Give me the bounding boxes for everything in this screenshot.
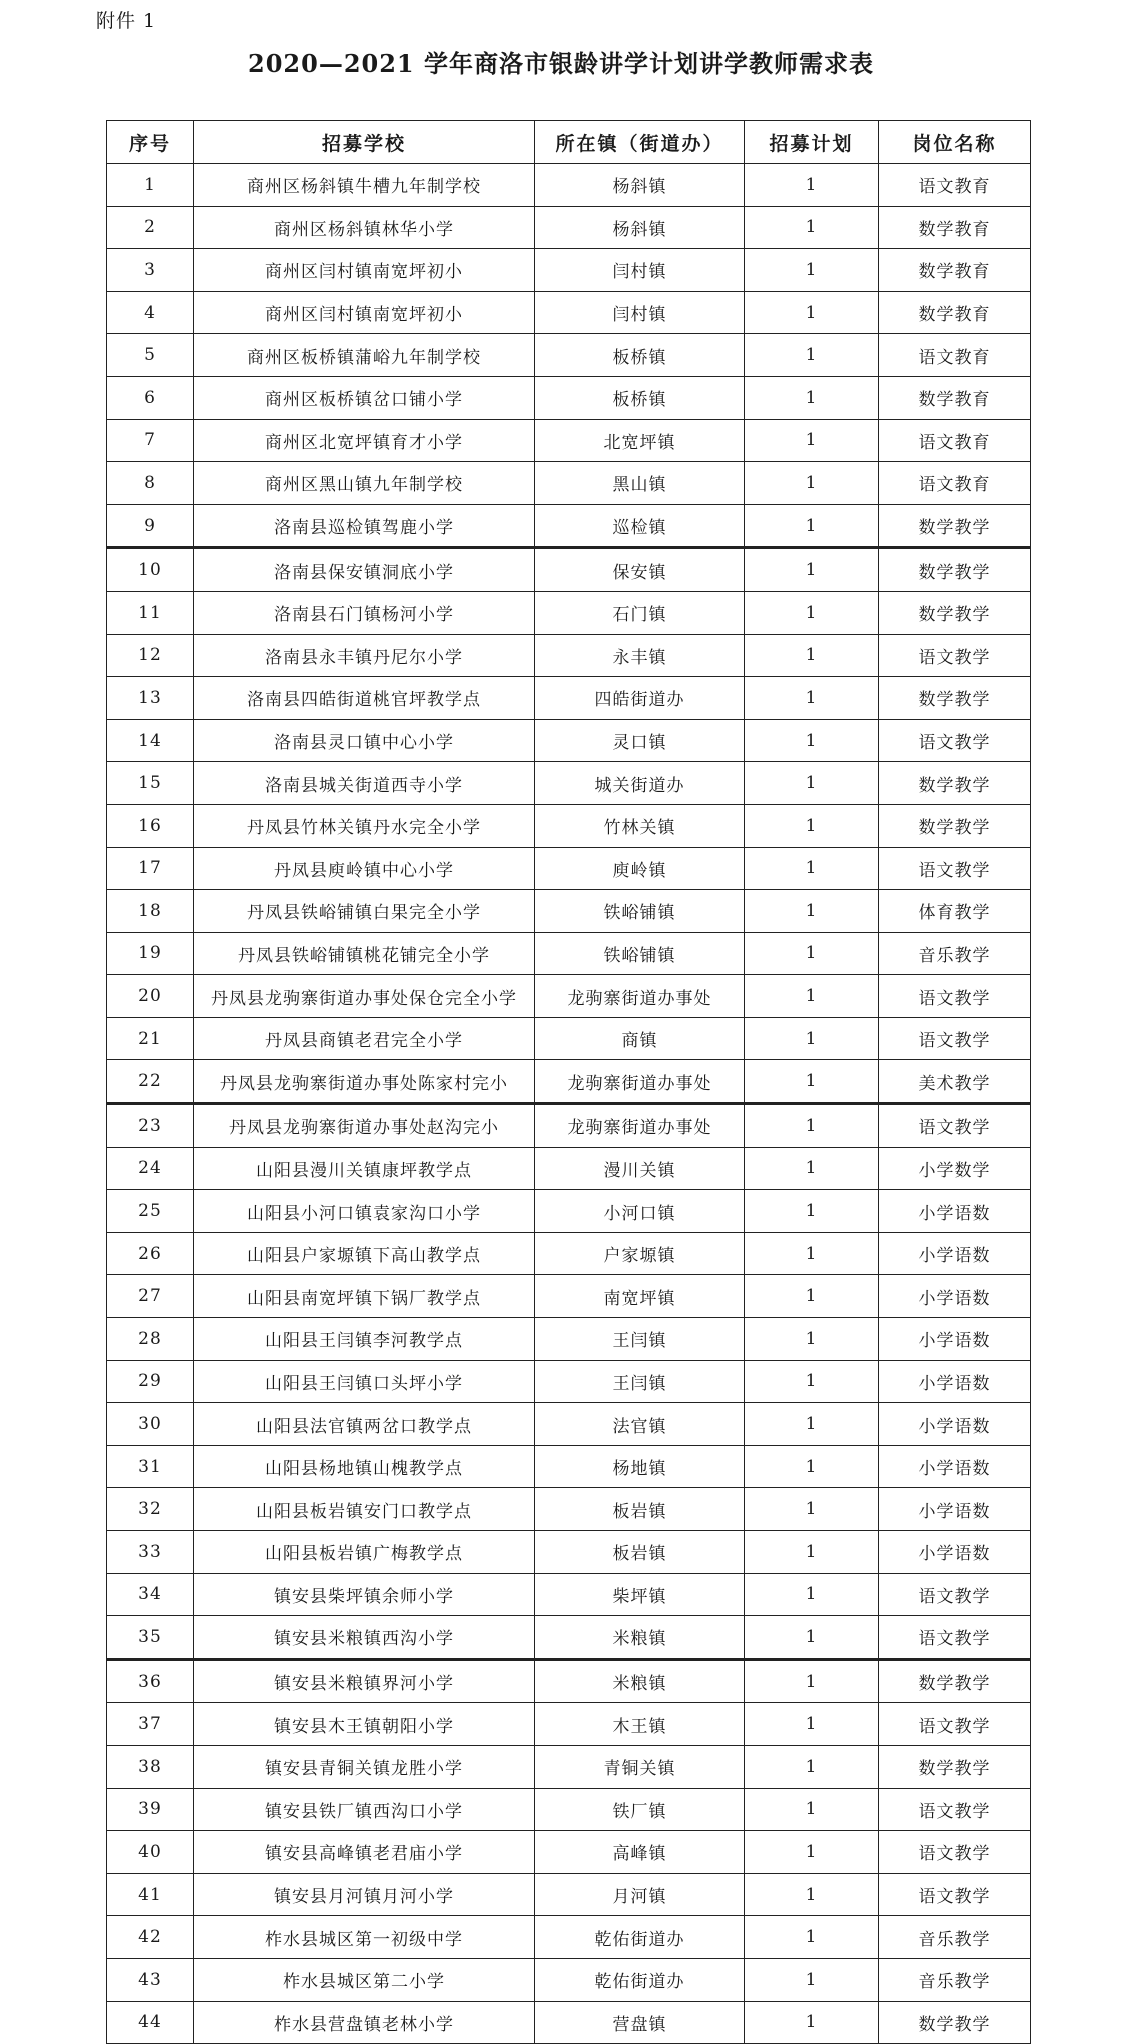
table-row [107, 1703, 1031, 1746]
table-row [107, 847, 1031, 890]
cell-town: 龙驹寨街道办事处 [535, 975, 745, 1018]
cell-post: 小学语数 [879, 1445, 1031, 1488]
cell-school: 丹凤县龙驹寨街道办事处陈家村完小 [194, 1060, 535, 1104]
cell-plan: 1 [745, 762, 879, 805]
cell-post: 语文教学 [879, 1616, 1031, 1660]
cell-town: 闫村镇 [535, 249, 745, 292]
cell-plan: 1 [745, 890, 879, 933]
table-row [107, 1445, 1031, 1488]
table-row [107, 1318, 1031, 1361]
cell-post: 数学教学 [879, 762, 1031, 805]
cell-post: 小学语数 [879, 1232, 1031, 1275]
cell-plan: 1 [745, 847, 879, 890]
cell-plan: 1 [745, 677, 879, 720]
cell-post: 语文教学 [879, 975, 1031, 1018]
header-no: 序号 [107, 121, 194, 164]
cell-town: 米粮镇 [535, 1616, 745, 1660]
cell-no: 8 [107, 462, 194, 505]
cell-post: 小学语数 [879, 1531, 1031, 1574]
cell-plan: 1 [745, 1104, 879, 1148]
cell-school: 丹凤县龙驹寨街道办事处保仓完全小学 [194, 975, 535, 1018]
cell-school: 镇安县青铜关镇龙胜小学 [194, 1745, 535, 1788]
cell-plan: 1 [745, 1745, 879, 1788]
cell-post: 语文教学 [879, 1703, 1031, 1746]
table-row [107, 1232, 1031, 1275]
cell-no: 9 [107, 504, 194, 548]
cell-no: 26 [107, 1232, 194, 1275]
cell-school: 商州区杨斜镇牛槽九年制学校 [194, 164, 535, 207]
cell-no: 17 [107, 847, 194, 890]
cell-no: 41 [107, 1873, 194, 1916]
cell-no: 1 [107, 164, 194, 207]
cell-town: 王闫镇 [535, 1318, 745, 1361]
table-row [107, 1745, 1031, 1788]
cell-school: 丹凤县商镇老君完全小学 [194, 1017, 535, 1060]
cell-no: 42 [107, 1916, 194, 1959]
teacher-demand-table-container [106, 120, 1030, 2044]
cell-town: 灵口镇 [535, 719, 745, 762]
cell-school: 商州区板桥镇岔口铺小学 [194, 376, 535, 419]
table-row [107, 334, 1031, 377]
cell-school: 丹凤县庾岭镇中心小学 [194, 847, 535, 890]
cell-school: 洛南县石门镇杨河小学 [194, 591, 535, 634]
cell-town: 杨地镇 [535, 1445, 745, 1488]
cell-school: 山阳县法官镇两岔口教学点 [194, 1403, 535, 1446]
cell-post: 语文教学 [879, 847, 1031, 890]
cell-post: 数学教学 [879, 1659, 1031, 1703]
cell-plan: 1 [745, 804, 879, 847]
cell-school: 丹凤县竹林关镇丹水完全小学 [194, 804, 535, 847]
table-row [107, 164, 1031, 207]
cell-town: 四皓街道办 [535, 677, 745, 720]
cell-plan: 1 [745, 1190, 879, 1233]
cell-town: 月河镇 [535, 1873, 745, 1916]
cell-no: 44 [107, 2001, 194, 2044]
cell-town: 木王镇 [535, 1703, 745, 1746]
cell-plan: 1 [745, 1403, 879, 1446]
cell-town: 柴坪镇 [535, 1573, 745, 1616]
cell-plan: 1 [745, 164, 879, 207]
cell-school: 商州区闫村镇南宽坪初小 [194, 291, 535, 334]
cell-school: 商州区闫村镇南宽坪初小 [194, 249, 535, 292]
table-row [107, 1788, 1031, 1831]
cell-no: 13 [107, 677, 194, 720]
cell-plan: 1 [745, 1275, 879, 1318]
table-row [107, 804, 1031, 847]
cell-school: 镇安县高峰镇老君庙小学 [194, 1831, 535, 1874]
cell-town: 庾岭镇 [535, 847, 745, 890]
table-row [107, 249, 1031, 292]
cell-school: 洛南县灵口镇中心小学 [194, 719, 535, 762]
cell-town: 板桥镇 [535, 334, 745, 377]
cell-plan: 1 [745, 975, 879, 1018]
cell-no: 39 [107, 1788, 194, 1831]
cell-no: 36 [107, 1659, 194, 1703]
cell-school: 洛南县巡检镇驾鹿小学 [194, 504, 535, 548]
cell-post: 语文教育 [879, 164, 1031, 207]
table-row [107, 890, 1031, 933]
cell-post: 美术教学 [879, 1060, 1031, 1104]
cell-post: 小学语数 [879, 1275, 1031, 1318]
table-row [107, 1488, 1031, 1531]
cell-no: 43 [107, 1958, 194, 2001]
cell-plan: 1 [745, 1531, 879, 1574]
cell-school: 商州区北宽坪镇育才小学 [194, 419, 535, 462]
cell-post: 数学教学 [879, 504, 1031, 548]
table-row [107, 1275, 1031, 1318]
cell-school: 商州区板桥镇蒲峪九年制学校 [194, 334, 535, 377]
cell-town: 龙驹寨街道办事处 [535, 1104, 745, 1148]
cell-plan: 1 [745, 419, 879, 462]
cell-plan: 1 [745, 719, 879, 762]
cell-town: 杨斜镇 [535, 164, 745, 207]
table-row [107, 1360, 1031, 1403]
table-row [107, 504, 1031, 548]
cell-plan: 1 [745, 376, 879, 419]
cell-no: 4 [107, 291, 194, 334]
cell-plan: 1 [745, 1788, 879, 1831]
cell-no: 7 [107, 419, 194, 462]
cell-town: 漫川关镇 [535, 1147, 745, 1190]
cell-post: 小学语数 [879, 1360, 1031, 1403]
cell-plan: 1 [745, 1616, 879, 1660]
cell-post: 语文教学 [879, 1873, 1031, 1916]
table-row [107, 975, 1031, 1018]
cell-no: 29 [107, 1360, 194, 1403]
cell-town: 青铜关镇 [535, 1745, 745, 1788]
cell-no: 28 [107, 1318, 194, 1361]
table-row [107, 1616, 1031, 1660]
cell-school: 洛南县四皓街道桃官坪教学点 [194, 677, 535, 720]
cell-plan: 1 [745, 591, 879, 634]
cell-town: 高峰镇 [535, 1831, 745, 1874]
table-row [107, 762, 1031, 805]
table-row [107, 719, 1031, 762]
cell-plan: 1 [745, 1958, 879, 2001]
cell-school: 丹凤县铁峪铺镇白果完全小学 [194, 890, 535, 933]
cell-post: 小学语数 [879, 1403, 1031, 1446]
table-row [107, 376, 1031, 419]
cell-no: 2 [107, 206, 194, 249]
cell-school: 镇安县米粮镇界河小学 [194, 1659, 535, 1703]
cell-plan: 1 [745, 1659, 879, 1703]
cell-plan: 1 [745, 1232, 879, 1275]
cell-town: 王闫镇 [535, 1360, 745, 1403]
cell-no: 24 [107, 1147, 194, 1190]
cell-no: 34 [107, 1573, 194, 1616]
table-row [107, 1104, 1031, 1148]
table-row [107, 419, 1031, 462]
cell-no: 20 [107, 975, 194, 1018]
cell-town: 黑山镇 [535, 462, 745, 505]
cell-town: 城关街道办 [535, 762, 745, 805]
table-row [107, 634, 1031, 677]
cell-plan: 1 [745, 334, 879, 377]
cell-post: 数学教育 [879, 249, 1031, 292]
cell-post: 音乐教学 [879, 1916, 1031, 1959]
cell-town: 法官镇 [535, 1403, 745, 1446]
cell-no: 23 [107, 1104, 194, 1148]
cell-post: 数学教育 [879, 206, 1031, 249]
cell-school: 镇安县月河镇月河小学 [194, 1873, 535, 1916]
cell-post: 数学教育 [879, 376, 1031, 419]
cell-no: 40 [107, 1831, 194, 1874]
cell-school: 山阳县小河口镇袁家沟口小学 [194, 1190, 535, 1233]
cell-no: 38 [107, 1745, 194, 1788]
cell-no: 6 [107, 376, 194, 419]
table-row [107, 1060, 1031, 1104]
header-school: 招募学校 [194, 121, 535, 164]
table-row [107, 932, 1031, 975]
document-title: 2020—2021 学年商洛市银龄讲学计划讲学教师需求表 [248, 49, 874, 78]
cell-no: 11 [107, 591, 194, 634]
cell-town: 乾佑街道办 [535, 1958, 745, 2001]
cell-town: 板岩镇 [535, 1531, 745, 1574]
cell-no: 37 [107, 1703, 194, 1746]
cell-post: 音乐教学 [879, 1958, 1031, 2001]
table-row [107, 1659, 1031, 1703]
table-row [107, 2001, 1031, 2044]
cell-town: 永丰镇 [535, 634, 745, 677]
cell-school: 商州区黑山镇九年制学校 [194, 462, 535, 505]
table-row [107, 1190, 1031, 1233]
cell-school: 洛南县城关街道西寺小学 [194, 762, 535, 805]
table-row [107, 462, 1031, 505]
cell-post: 小学语数 [879, 1318, 1031, 1361]
cell-post: 数学教育 [879, 291, 1031, 334]
cell-school: 柞水县城区第一初级中学 [194, 1916, 535, 1959]
table-row [107, 1147, 1031, 1190]
cell-school: 镇安县木王镇朝阳小学 [194, 1703, 535, 1746]
table-row [107, 548, 1031, 592]
cell-no: 35 [107, 1616, 194, 1660]
table-body [107, 164, 1031, 2044]
cell-plan: 1 [745, 1573, 879, 1616]
cell-school: 山阳县王闫镇口头坪小学 [194, 1360, 535, 1403]
cell-post: 数学教学 [879, 591, 1031, 634]
cell-no: 15 [107, 762, 194, 805]
cell-plan: 1 [745, 1703, 879, 1746]
cell-town: 板岩镇 [535, 1488, 745, 1531]
cell-plan: 1 [745, 1318, 879, 1361]
cell-no: 31 [107, 1445, 194, 1488]
cell-post: 语文教学 [879, 634, 1031, 677]
cell-town: 营盘镇 [535, 2001, 745, 2044]
cell-town: 小河口镇 [535, 1190, 745, 1233]
cell-town: 北宽坪镇 [535, 419, 745, 462]
cell-town: 铁峪铺镇 [535, 890, 745, 933]
cell-plan: 1 [745, 206, 879, 249]
cell-post: 数学教学 [879, 804, 1031, 847]
cell-no: 10 [107, 548, 194, 592]
cell-town: 保安镇 [535, 548, 745, 592]
cell-no: 5 [107, 334, 194, 377]
table-row [107, 1831, 1031, 1874]
cell-no: 14 [107, 719, 194, 762]
cell-plan: 1 [745, 249, 879, 292]
teacher-demand-table [106, 120, 1031, 2044]
cell-no: 3 [107, 249, 194, 292]
cell-school: 山阳县板岩镇安门口教学点 [194, 1488, 535, 1531]
table-row [107, 1873, 1031, 1916]
cell-plan: 1 [745, 1017, 879, 1060]
cell-no: 16 [107, 804, 194, 847]
cell-post: 数学教学 [879, 2001, 1031, 2044]
cell-school: 洛南县永丰镇丹尼尔小学 [194, 634, 535, 677]
cell-plan: 1 [745, 1916, 879, 1959]
cell-plan: 1 [745, 548, 879, 592]
cell-school: 镇安县铁厂镇西沟口小学 [194, 1788, 535, 1831]
cell-plan: 1 [745, 1831, 879, 1874]
cell-school: 柞水县城区第二小学 [194, 1958, 535, 2001]
table-row [107, 1017, 1031, 1060]
cell-plan: 1 [745, 504, 879, 548]
cell-no: 33 [107, 1531, 194, 1574]
table-row [107, 1573, 1031, 1616]
cell-post: 体育教学 [879, 890, 1031, 933]
table-row [107, 591, 1031, 634]
table-row [107, 206, 1031, 249]
table-row [107, 1531, 1031, 1574]
cell-plan: 1 [745, 291, 879, 334]
cell-post: 小学数学 [879, 1147, 1031, 1190]
table-row [107, 1916, 1031, 1959]
cell-no: 30 [107, 1403, 194, 1446]
cell-town: 南宽坪镇 [535, 1275, 745, 1318]
cell-post: 语文教学 [879, 719, 1031, 762]
cell-town: 杨斜镇 [535, 206, 745, 249]
cell-town: 竹林关镇 [535, 804, 745, 847]
cell-post: 小学语数 [879, 1190, 1031, 1233]
header-town: 所在镇（街道办） [535, 121, 745, 164]
table-row [107, 677, 1031, 720]
cell-school: 山阳县户家塬镇下高山教学点 [194, 1232, 535, 1275]
cell-town: 铁峪铺镇 [535, 932, 745, 975]
cell-post: 语文教育 [879, 419, 1031, 462]
cell-plan: 1 [745, 1488, 879, 1531]
cell-post: 语文教学 [879, 1104, 1031, 1148]
cell-post: 数学教学 [879, 548, 1031, 592]
cell-school: 山阳县板岩镇广梅教学点 [194, 1531, 535, 1574]
cell-school: 洛南县保安镇洞底小学 [194, 548, 535, 592]
header-plan: 招募计划 [745, 121, 879, 164]
cell-school: 山阳县王闫镇李河教学点 [194, 1318, 535, 1361]
cell-plan: 1 [745, 1445, 879, 1488]
cell-school: 镇安县米粮镇西沟小学 [194, 1616, 535, 1660]
cell-school: 商州区杨斜镇林华小学 [194, 206, 535, 249]
header-post: 岗位名称 [879, 121, 1031, 164]
cell-post: 语文教学 [879, 1573, 1031, 1616]
cell-plan: 1 [745, 1873, 879, 1916]
cell-post: 数学教学 [879, 677, 1031, 720]
table-row [107, 291, 1031, 334]
cell-plan: 1 [745, 2001, 879, 2044]
cell-post: 语文教学 [879, 1017, 1031, 1060]
cell-post: 数学教学 [879, 1745, 1031, 1788]
cell-post: 语文教学 [879, 1831, 1031, 1874]
attachment-label: 附件 1 [96, 10, 157, 32]
cell-town: 巡检镇 [535, 504, 745, 548]
cell-school: 丹凤县铁峪铺镇桃花铺完全小学 [194, 932, 535, 975]
table-row [107, 1958, 1031, 2001]
cell-no: 18 [107, 890, 194, 933]
cell-no: 19 [107, 932, 194, 975]
cell-plan: 1 [745, 1060, 879, 1104]
cell-town: 闫村镇 [535, 291, 745, 334]
cell-no: 12 [107, 634, 194, 677]
cell-town: 铁厂镇 [535, 1788, 745, 1831]
cell-plan: 1 [745, 462, 879, 505]
cell-no: 25 [107, 1190, 194, 1233]
cell-plan: 1 [745, 1360, 879, 1403]
cell-town: 板桥镇 [535, 376, 745, 419]
cell-no: 21 [107, 1017, 194, 1060]
cell-post: 语文教育 [879, 462, 1031, 505]
cell-school: 柞水县营盘镇老林小学 [194, 2001, 535, 2044]
cell-school: 山阳县杨地镇山槐教学点 [194, 1445, 535, 1488]
cell-no: 32 [107, 1488, 194, 1531]
cell-no: 27 [107, 1275, 194, 1318]
cell-post: 语文教育 [879, 334, 1031, 377]
cell-plan: 1 [745, 634, 879, 677]
cell-town: 乾佑街道办 [535, 1916, 745, 1959]
cell-school: 山阳县南宽坪镇下锅厂教学点 [194, 1275, 535, 1318]
cell-school: 镇安县柴坪镇余师小学 [194, 1573, 535, 1616]
cell-school: 山阳县漫川关镇康坪教学点 [194, 1147, 535, 1190]
cell-post: 小学语数 [879, 1488, 1031, 1531]
cell-town: 商镇 [535, 1017, 745, 1060]
cell-town: 石门镇 [535, 591, 745, 634]
table-header-row [107, 121, 1031, 164]
cell-town: 龙驹寨街道办事处 [535, 1060, 745, 1104]
cell-school: 丹凤县龙驹寨街道办事处赵沟完小 [194, 1104, 535, 1148]
cell-plan: 1 [745, 1147, 879, 1190]
cell-no: 22 [107, 1060, 194, 1104]
cell-post: 音乐教学 [879, 932, 1031, 975]
cell-plan: 1 [745, 932, 879, 975]
cell-post: 语文教学 [879, 1788, 1031, 1831]
cell-town: 米粮镇 [535, 1659, 745, 1703]
cell-town: 户家塬镇 [535, 1232, 745, 1275]
table-row [107, 1403, 1031, 1446]
